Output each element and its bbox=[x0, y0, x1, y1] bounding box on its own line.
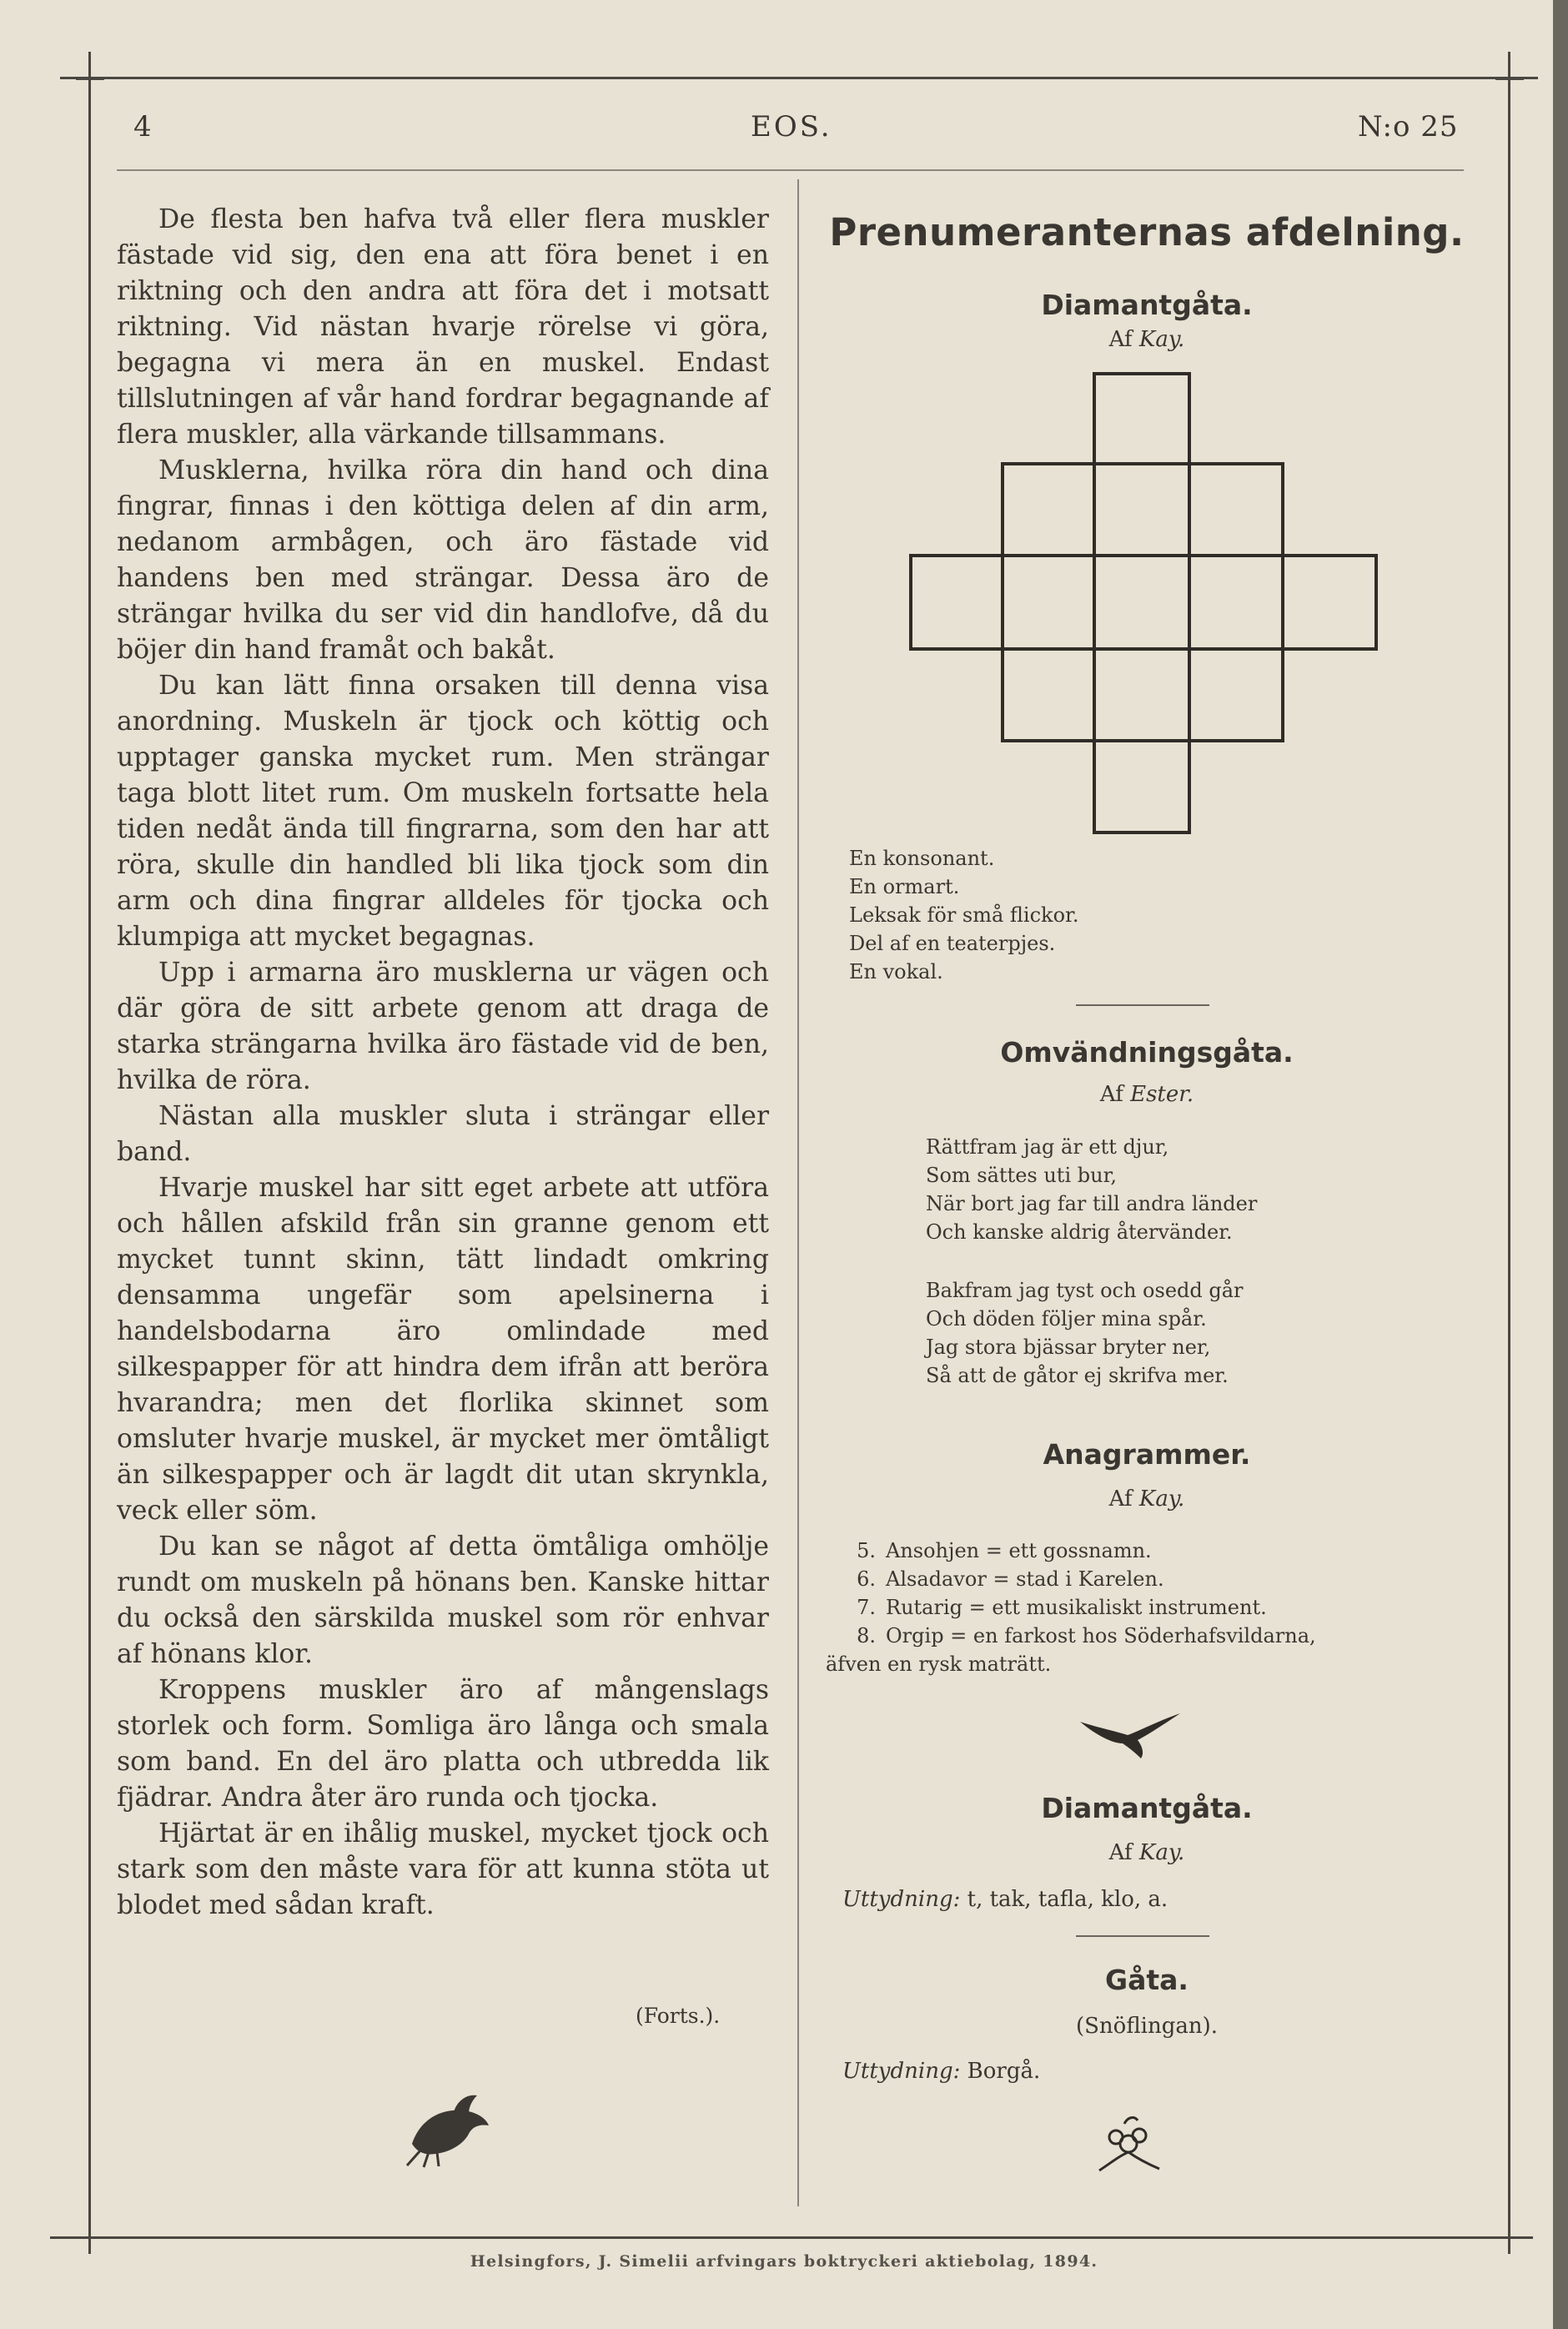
diamond-puzzle-grid bbox=[909, 372, 1393, 839]
section-title: Prenumeranternas afdelning. bbox=[829, 210, 1465, 254]
puzzle2-stanza-1 bbox=[926, 1133, 1460, 1246]
verse-line: När bort jag far till andra länder bbox=[926, 1192, 1258, 1215]
grid-cell bbox=[1094, 649, 1189, 741]
grid-cell bbox=[1094, 464, 1189, 556]
puzzle3-title: Anagrammer. bbox=[1043, 1438, 1251, 1471]
answer1-author: Kay. bbox=[1138, 1840, 1185, 1865]
solution-label: Uttydning: bbox=[842, 1887, 961, 1912]
anagram-text: Rutarig = ett musikaliskt instrument. bbox=[886, 1596, 1267, 1619]
answer2-subtitle: (Snöflingan). bbox=[1075, 2014, 1219, 2039]
anagram-number: 6. bbox=[857, 1567, 876, 1591]
anagram-item bbox=[826, 1537, 1468, 1565]
grid-cell bbox=[1094, 741, 1189, 833]
page-number: 4 bbox=[133, 110, 154, 143]
anagram-continuation: äfven en rysk maträtt. bbox=[826, 1652, 1052, 1676]
issue-number: N:o 25 bbox=[1358, 110, 1459, 143]
article-paragraph: Upp i armarna äro musklerna ur vägen och där göra de sitt arbete genom att draga de starka strängarna hvilka äro fästade vid de ben, hvilka de röra. bbox=[117, 958, 769, 1095]
anagram-item bbox=[826, 1622, 1468, 1650]
puzzle2-byline bbox=[826, 1082, 1468, 1107]
byline-prefix: Af bbox=[1108, 1840, 1133, 1865]
clue: En vokal. bbox=[849, 960, 943, 983]
puzzle1-title: Diamantgåta. bbox=[1041, 289, 1253, 321]
byline-prefix: Af bbox=[1108, 327, 1133, 352]
puzzle3-byline bbox=[826, 1486, 1468, 1512]
grid-cell bbox=[1094, 556, 1189, 649]
anagram-list bbox=[826, 1537, 1468, 1678]
answer2-title: Gåta. bbox=[1105, 1964, 1189, 1996]
frame-left-line bbox=[88, 52, 91, 2254]
corner-ornament-bottom-left bbox=[76, 2224, 104, 2252]
answer1-byline bbox=[826, 1840, 1468, 1865]
puzzle1-clues bbox=[849, 844, 1433, 986]
byline-prefix: Af bbox=[1099, 1082, 1123, 1107]
puzzle2-stanza-2 bbox=[926, 1276, 1460, 1390]
anagram-text: Orgip = en farkost hos Söderhafsvildarna, bbox=[886, 1624, 1316, 1647]
solution-text: Borgå. bbox=[967, 2059, 1041, 2084]
byline-prefix: Af bbox=[1108, 1486, 1133, 1512]
clue: En ormart. bbox=[849, 875, 960, 898]
page-edge-shadow bbox=[1553, 0, 1568, 2329]
verse-line: Som sättes uti bur, bbox=[926, 1164, 1118, 1187]
anagram-number: 7. bbox=[857, 1596, 876, 1619]
separator bbox=[1076, 1004, 1209, 1006]
solution-label: Uttydning: bbox=[842, 2059, 961, 2084]
article-paragraph: Kroppens muskler äro af mångenslags storlek och form. Somliga äro långa och smala som band. En del äro platta och utbredda lik fjädrar. Andra åter äro runda och tjocka. bbox=[117, 1675, 769, 1813]
verse-line: Så att de gåtor ej skrifva mer. bbox=[926, 1364, 1229, 1387]
article-column bbox=[117, 202, 769, 1924]
bird-vignette-icon bbox=[395, 2085, 495, 2169]
article-paragraph: Du kan lätt finna orsaken till denna visa anordning. Muskeln är tjock och köttig och upptager ganska mycket rum. Men strängar taga blott litet rum. Om muskeln fortsatte hela tiden nedåt ända till fingrarna, som den har att röra, skulle din handled bli lika tjock som din arm och dina fingrar alldeles för tjocka och klumpiga att mycket begagnas. bbox=[117, 671, 769, 952]
article-paragraph: Musklerna, hvilka röra din hand och dina fingrar, finnas i den köttiga delen af din arm, nedanom armbågen, och äro fästade vid handens ben med strängar. Dessa äro de strängar hvilka du ser vid din handlofve, då du böjer din hand framåt och bakåt. bbox=[117, 455, 769, 665]
clue: Del af en teaterpjes. bbox=[849, 932, 1056, 955]
grid-cell bbox=[1003, 649, 1094, 741]
frame-right-line bbox=[1508, 52, 1510, 2254]
grid-cell bbox=[1189, 556, 1283, 649]
flower-ornament-icon bbox=[1091, 2112, 1166, 2179]
article-paragraph: Du kan se något af detta ömtåliga omhölje rundt om muskeln på hönans ben. Kanske hittar du också den särskilda muskel som rör enhvar af hönans klor. bbox=[117, 1532, 769, 1669]
column-divider bbox=[797, 179, 799, 2206]
verse-line: Jag stora bjässar bryter ner, bbox=[926, 1336, 1211, 1359]
header-rule bbox=[117, 169, 1464, 171]
anagram-item bbox=[826, 1565, 1468, 1593]
puzzle2-title: Omvändningsgåta. bbox=[1000, 1036, 1294, 1069]
corner-ornament-top-left bbox=[76, 65, 104, 93]
continued-note: (Forts.). bbox=[636, 2004, 721, 2028]
grid-cell bbox=[911, 556, 1003, 649]
corner-ornament-bottom-right bbox=[1495, 2224, 1524, 2252]
puzzle1-byline bbox=[826, 327, 1468, 352]
puzzle3-author: Kay. bbox=[1138, 1486, 1185, 1512]
verse-line: Och kanske aldrig återvänder. bbox=[926, 1220, 1233, 1244]
frame-top-line bbox=[60, 77, 1538, 79]
clue: Leksak för små flickor. bbox=[849, 903, 1079, 927]
article-paragraph: Nästan alla muskler sluta i strängar eller band. bbox=[117, 1101, 769, 1167]
anagram-number: 5. bbox=[857, 1539, 876, 1562]
grid-cell bbox=[1189, 649, 1283, 741]
grid-cell bbox=[1094, 374, 1189, 464]
printer-imprint: Helsingfors, J. Simelii arfvingars boktryckeri aktiebolag, 1894. bbox=[470, 2252, 1098, 2271]
puzzle2-author: Ester. bbox=[1130, 1082, 1194, 1107]
answer1-title: Diamantgåta. bbox=[1041, 1792, 1253, 1824]
corner-ornament-top-right bbox=[1495, 65, 1524, 93]
anagram-number: 8. bbox=[857, 1624, 876, 1647]
solution-text: t, tak, tafla, klo, a. bbox=[967, 1887, 1168, 1912]
clue: En konsonant. bbox=[849, 847, 995, 870]
answer2-solution bbox=[842, 2057, 1460, 2085]
grid-cell bbox=[1003, 556, 1094, 649]
anagram-text: Ansohjen = ett gossnamn. bbox=[886, 1539, 1152, 1562]
grid-cell bbox=[1283, 556, 1376, 649]
article-paragraph: Hvarje muskel har sitt eget arbete att utföra och hållen afskild från sin granne genom ett mycket tunnt skinn, tätt lindadt omkring densamma ungefär som apelsinerna i handelsbodarna äro omlindade med silkespapper för att hindra dem ifrån att beröra hvarandra; men det florlika skinnet som omsluter hvarje muskel, är mycket mer ömtåligt än silkespapper och är lagdt dit utan skrynkla, veck eller söm. bbox=[117, 1173, 769, 1526]
journal-title: EOS. bbox=[751, 110, 832, 143]
grid-cell bbox=[1003, 464, 1094, 556]
separator bbox=[1076, 1935, 1209, 1937]
anagram-text: Alsadavor = stad i Karelen. bbox=[886, 1567, 1164, 1591]
frame-bottom-line bbox=[50, 2236, 1533, 2239]
article-paragraph: Hjärtat är en ihålig muskel, mycket tjock och stark som den måste vara för att kunna stöta ut blodet med sådan kraft. bbox=[117, 1818, 769, 1920]
grid-cell bbox=[1189, 464, 1283, 556]
swallow-ornament-icon bbox=[1076, 1710, 1184, 1760]
anagram-item bbox=[826, 1593, 1468, 1622]
answer1-solution bbox=[842, 1885, 1460, 1914]
puzzle1-author: Kay. bbox=[1138, 327, 1185, 352]
verse-line: Rättfram jag är ett djur, bbox=[926, 1135, 1169, 1159]
verse-line: Och döden följer mina spår. bbox=[926, 1307, 1207, 1330]
article-paragraph: De flesta ben hafva två eller flera muskler fästade vid sig, den ena att föra benet i en riktning och den andra att föra det i motsatt riktning. Vid nästan hvarje rörelse vi göra, begagna vi mera än en muskel. Endast tillslutningen af vår hand fordrar begagnande af flera muskler, alla värkande tillsammans. bbox=[117, 204, 769, 450]
verse-line: Bakfram jag tyst och osedd går bbox=[926, 1279, 1244, 1302]
